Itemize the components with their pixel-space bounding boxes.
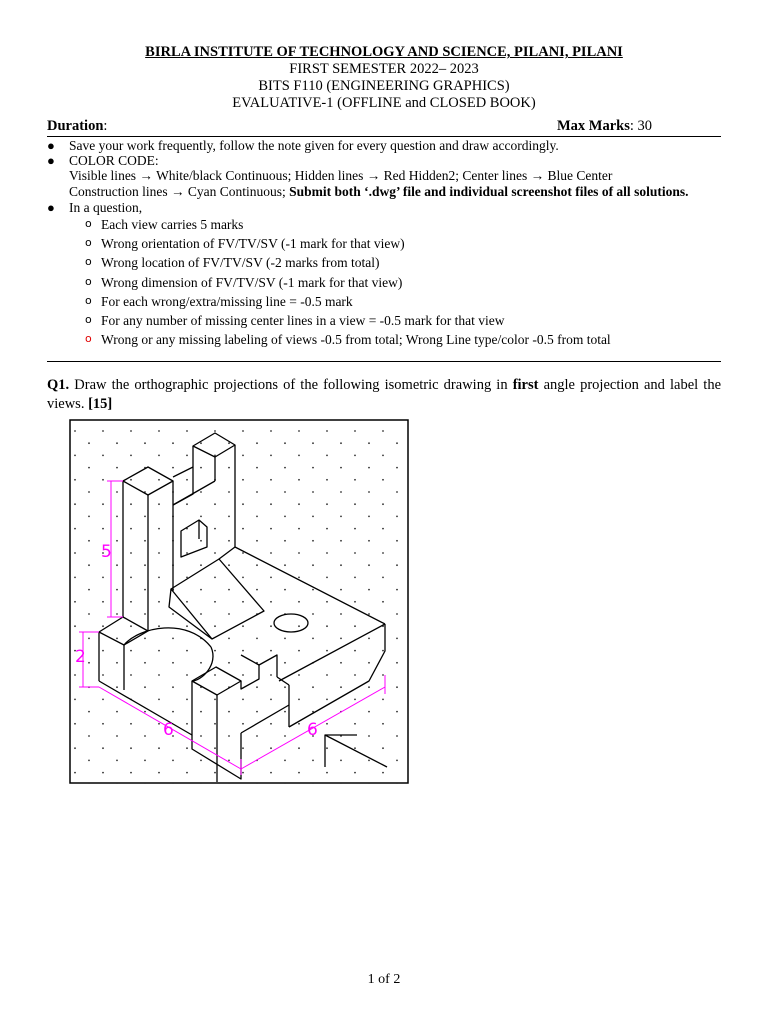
submission-note: Submit both ‘.dwg’ file and individual screenshot files of all solutions. (289, 183, 689, 199)
marking-item-text: Wrong dimension of FV/TV/SV (-1 mark for that view) (101, 274, 403, 290)
circle-bullet-icon: o (85, 313, 92, 327)
max-marks (557, 118, 652, 135)
question-text-before: Draw the orthographic projections of the following isometric drawing in (74, 377, 508, 393)
isometric-drawing (69, 419, 409, 784)
marking-item-text: For any number of missing center lines in a view = -0.5 mark for that view (101, 313, 505, 329)
instructions (47, 138, 721, 349)
question-text-after: angle projection and label the views. (47, 377, 722, 412)
color-code-label: COLOR CODE: (69, 153, 159, 169)
question-number: Q1. (47, 377, 70, 393)
course-line: BITS F110 (ENGINEERING GRAPHICS) (258, 78, 510, 94)
bullet-icon: ● (47, 199, 55, 215)
dimension-label-right-width: 6 (307, 720, 318, 740)
marking-item (47, 311, 721, 330)
divider-top (47, 136, 721, 137)
marking-item-text: Wrong orientation of FV/TV/SV (-1 mark for that view) (101, 236, 405, 252)
marking-item-text: Wrong or any missing labeling of views -0.5 from total; Wrong Line type/color -0.5 from total (101, 332, 611, 348)
exam-line: EVALUATIVE-1 (OFFLINE and CLOSED BOOK) (232, 95, 536, 111)
marking-item-text: Each view carries 5 marks (101, 217, 244, 233)
circle-bullet-icon: o (85, 236, 92, 250)
marking-item (47, 330, 721, 349)
save-note (47, 138, 721, 153)
color-code-line-2-plain: Construction lines → Cyan Continuous; (69, 183, 286, 199)
marking-scheme (47, 215, 721, 349)
save-note-text: Save your work frequently, follow the note given for every question and draw accordingly. (69, 138, 559, 153)
marking-item (47, 273, 721, 292)
in-question (47, 200, 721, 215)
circle-bullet-icon: o (85, 293, 92, 307)
max-marks-label: Max Marks (557, 118, 630, 134)
circle-bullet-icon: o (85, 274, 92, 288)
bullet-icon: ● (47, 138, 55, 153)
institute-title: BIRLA INSTITUTE OF TECHNOLOGY AND SCIENCE, PILANI, PILANI (145, 44, 623, 60)
color-code-line-1: Visible lines → White/black Continuous; Hidden lines → Red Hidden2; Center lines → Blue Center (69, 168, 613, 184)
question-marks: [15] (88, 396, 113, 412)
duration-label: Duration (47, 118, 104, 134)
marking-item-text: Wrong location of FV/TV/SV (-2 marks from total) (101, 255, 380, 271)
duration (47, 118, 107, 135)
isometric-drawing-svg (69, 419, 409, 784)
marking-item-text: For each wrong/extra/missing line = -0.5 mark (101, 293, 353, 309)
circle-bullet-icon: o (85, 217, 92, 231)
bullet-icon: ● (47, 153, 55, 169)
semester-line: FIRST SEMESTER 2022– 2023 (289, 61, 479, 77)
color-code (47, 153, 721, 168)
dimension-label-left-width: 6 (163, 720, 174, 740)
circle-bullet-icon: o (85, 255, 92, 269)
divider-bottom (47, 361, 721, 362)
marking-item (47, 215, 721, 234)
marking-item (47, 292, 721, 311)
figure-frame (70, 420, 408, 783)
duration-colon: : (103, 118, 108, 134)
dimension-label-base-height: 2 (75, 647, 86, 667)
max-marks-value: : 30 (629, 118, 653, 134)
page-number: 1 of 2 (367, 972, 401, 987)
color-code-line-2 (47, 184, 721, 199)
dimension-label-height: 5 (101, 542, 112, 562)
red-circle-bullet-icon: o (85, 332, 92, 346)
marking-item (47, 234, 721, 253)
question-bold-word: first (512, 377, 539, 393)
in-question-label: In a question, (69, 199, 143, 215)
marking-item (47, 253, 721, 272)
question-1 (47, 376, 721, 414)
